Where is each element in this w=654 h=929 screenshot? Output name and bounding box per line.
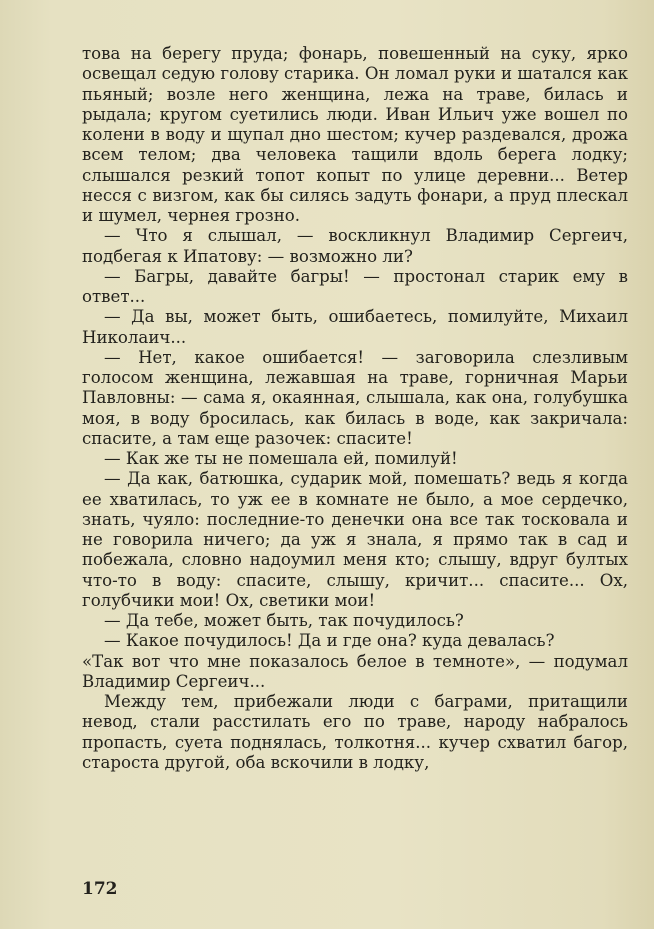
- paragraph: — Да как, батюшка, сударик мой, помешать? ведь я когда ее хватилась, то уж ее в комнате не было, а мое сердечко, знать, чуяло: последние-то денечки она все так тосковала и не говорила ничего; да уж я знала, я прямо так в сад и побежала, словно надоумил меня кто; слышу, вдруг бултых что-то в воду: спасите, слышу, кричит... спасите... Ох, голубчики мои! Ох, светики мои!: [82, 469, 628, 610]
- paragraph: — Да тебе, может быть, так почудилось?: [104, 611, 464, 630]
- paragraph: «Так вот что мне показалось белое в темноте», — подумал Владимир Сергеич...: [82, 651, 628, 691]
- paragraph: — Багры, давайте багры! — простонал старик ему в ответ...: [82, 266, 628, 306]
- paragraph: — Как же ты не помешала ей, помилуй!: [104, 449, 458, 468]
- paragraph-continuation: това на берегу пруда; фонарь, повешенный на суку, ярко освещал седую голову старика. Он ломал руки и шатался как пьяный; возле него женщина, лежа на траве, билась и рыдала; кругом суетились люди. Иван Ильич уже вошел по колени в воду и щупал дно шестом; кучер раздевался, дрожа всем телом; два человека тащили вдоль берега лодку; слышался резкий топот копыт по улице деревни... Ветер несся с визгом, как бы силясь задуть фонари, а пруд плескал и шумел, чернея грозно.: [82, 44, 628, 225]
- paragraph: — Да вы, может быть, ошибаетесь, помилуйте, Михаил Николаич...: [82, 307, 628, 347]
- paragraph: Между тем, прибежали люди с баграми, притащили невод, стали расстилать его по траве, народу набралось пропасть, суета поднялась, толкотня... кучер схватил багор, староста другой, оба вскочили в лодку,: [82, 692, 628, 772]
- body-text: [82, 44, 628, 773]
- paragraph: — Какое почудилось! Да и где она? куда девалась?: [104, 631, 555, 651]
- page-number: 172: [82, 879, 118, 899]
- paragraph: — Что я слышал, — воскликнул Владимир Сергеич, подбегая к Ипатову: — возможно ли?: [82, 226, 628, 266]
- paragraph: — Нет, какое ошибается! — заговорила слезливым голосом женщина, лежавшая на траве, горничная Марьи Павловны: — сама я, окаянная, слышала, как она, голубушка моя, в воду бросилась, как билась в воде, как закричала: спасите, а там еще разочек: спасите!: [82, 347, 628, 448]
